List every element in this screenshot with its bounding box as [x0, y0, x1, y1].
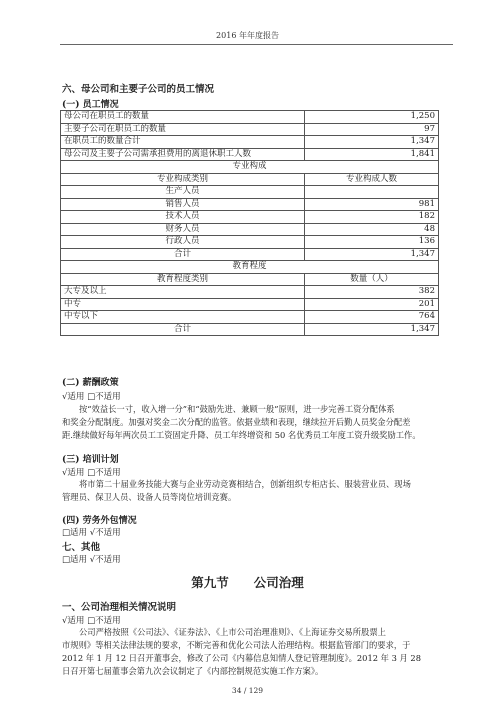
row-value: 981	[305, 198, 439, 211]
training-applicability: √适用 □不适用	[62, 468, 121, 478]
table-row	[61, 123, 439, 136]
row-label: 大专及以上	[61, 286, 305, 299]
section-7-title: 七、其他	[62, 542, 101, 553]
table-row	[61, 323, 439, 336]
table-row	[61, 261, 439, 274]
row-label: 销售人员	[61, 198, 305, 211]
row-label: 主要子公司在职员工的数量	[61, 123, 305, 136]
salary-applicability: √适用 □不适用	[62, 392, 121, 402]
table-row	[61, 298, 439, 311]
employee-table	[60, 110, 439, 336]
subsection-salary-title: (二) 薪酬政策	[62, 378, 119, 388]
row-value	[305, 186, 439, 199]
governance-paragraph-line-4: 日召开第七届董事会第九次会议制定了《内部控制规范实施工作方案》。	[62, 666, 324, 676]
row-value: 136	[305, 236, 439, 249]
row-value: 1,347	[305, 136, 439, 149]
salary-paragraph-line-3: 距.继续做好每年两次员工工资固定升降、员工年终增资和 50 名优秀员工年度工资升级奖励工作。	[62, 430, 421, 440]
outsourcing-applicability: □适用 √不适用	[62, 528, 121, 538]
column-header: 专业构成人数	[305, 173, 439, 186]
row-label: 中专以下	[61, 311, 305, 324]
table-row	[61, 273, 439, 286]
table-row	[61, 186, 439, 199]
row-value: 201	[305, 298, 439, 311]
governance-paragraph-line-1: 公司严格按照《公司法》、《证券法》、《上市公司治理准则》、《上海证券交易所股票上	[79, 627, 386, 637]
table-row	[61, 148, 439, 161]
row-value: 97	[305, 123, 439, 136]
training-paragraph-line-1: 将市第二十届业务技能大赛与企业劳动竞赛相结合，创新组织专柜店长、服装营业员、现场	[79, 479, 411, 489]
row-label: 生产人员	[61, 186, 305, 199]
row-value: 1,841	[305, 148, 439, 161]
professional-section-heading: 专业构成	[61, 161, 439, 174]
row-label: 中专	[61, 298, 305, 311]
page-number: 34 / 129	[231, 686, 264, 695]
chapter-title: 第九节 公司治理	[191, 575, 304, 590]
page-header: 2016 年年度报告	[216, 31, 279, 40]
education-section-heading: 教育程度	[61, 261, 439, 274]
table-row	[61, 311, 439, 324]
column-header: 教育程度类别	[61, 273, 305, 286]
section-6-title: 六、母公司和主要子公司的员工情况	[62, 84, 215, 95]
table-row	[61, 236, 439, 249]
training-paragraph-line-2: 管理员、保卫人员、设备人员等岗位培训竞赛。	[62, 492, 237, 502]
table-row	[61, 248, 439, 261]
row-label: 合计	[61, 248, 305, 261]
row-label: 在职员工的数量合计	[61, 136, 305, 149]
row-label: 行政人员	[61, 236, 305, 249]
table-row	[61, 173, 439, 186]
row-label: 技术人员	[61, 211, 305, 224]
row-label: 母公司在职员工的数量	[61, 111, 305, 124]
column-header: 数量（人）	[305, 273, 439, 286]
subsection-employee-title: (一) 员工情况	[62, 100, 119, 110]
row-value: 182	[305, 211, 439, 224]
subsection-outsourcing-title: (四) 劳务外包情况	[62, 516, 137, 526]
row-value: 764	[305, 311, 439, 324]
column-header: 专业构成类别	[61, 173, 305, 186]
governance-section-title: 一、公司治理相关情况说明	[62, 602, 177, 613]
table-row	[61, 286, 439, 299]
row-value: 382	[305, 286, 439, 299]
header-rule	[60, 44, 453, 45]
row-value: 1,347	[305, 248, 439, 261]
table-row	[61, 211, 439, 224]
governance-paragraph-line-3: 2012 年 1 月 12 日召开董事会，修改了公司《内幕信息知情人登记管理制度》。2012 年 3 月 28	[62, 653, 421, 663]
table-row	[61, 111, 439, 124]
salary-paragraph-line-2: 和奖金分配制度。加强对奖金二次分配的监管。依据业绩和表现，继续拉开后勤人员奖金分配差	[62, 417, 411, 427]
table-row	[61, 198, 439, 211]
row-value: 1,250	[305, 111, 439, 124]
table-row	[61, 161, 439, 174]
row-label: 合计	[61, 323, 305, 336]
table-row	[61, 136, 439, 149]
governance-applicability: √适用 □不适用	[62, 616, 121, 626]
row-label: 财务人员	[61, 223, 305, 236]
governance-paragraph-line-2: 市规则》等相关法律法规的要求，不断完善和优化公司法人治理结构。根据监管部门的要求，于	[62, 640, 411, 650]
other-applicability: □适用 √不适用	[62, 555, 121, 565]
subsection-training-title: (三) 培训计划	[62, 455, 119, 465]
salary-paragraph-line-1: 按“效益长一寸，收入增一分”和“鼓励先进、兼顾一般”原则，进一步完善工资分配体系	[79, 404, 395, 414]
table-row	[61, 223, 439, 236]
row-value: 1,347	[305, 323, 439, 336]
row-value: 48	[305, 223, 439, 236]
row-label: 母公司及主要子公司需承担费用的离退休职工人数	[61, 148, 305, 161]
